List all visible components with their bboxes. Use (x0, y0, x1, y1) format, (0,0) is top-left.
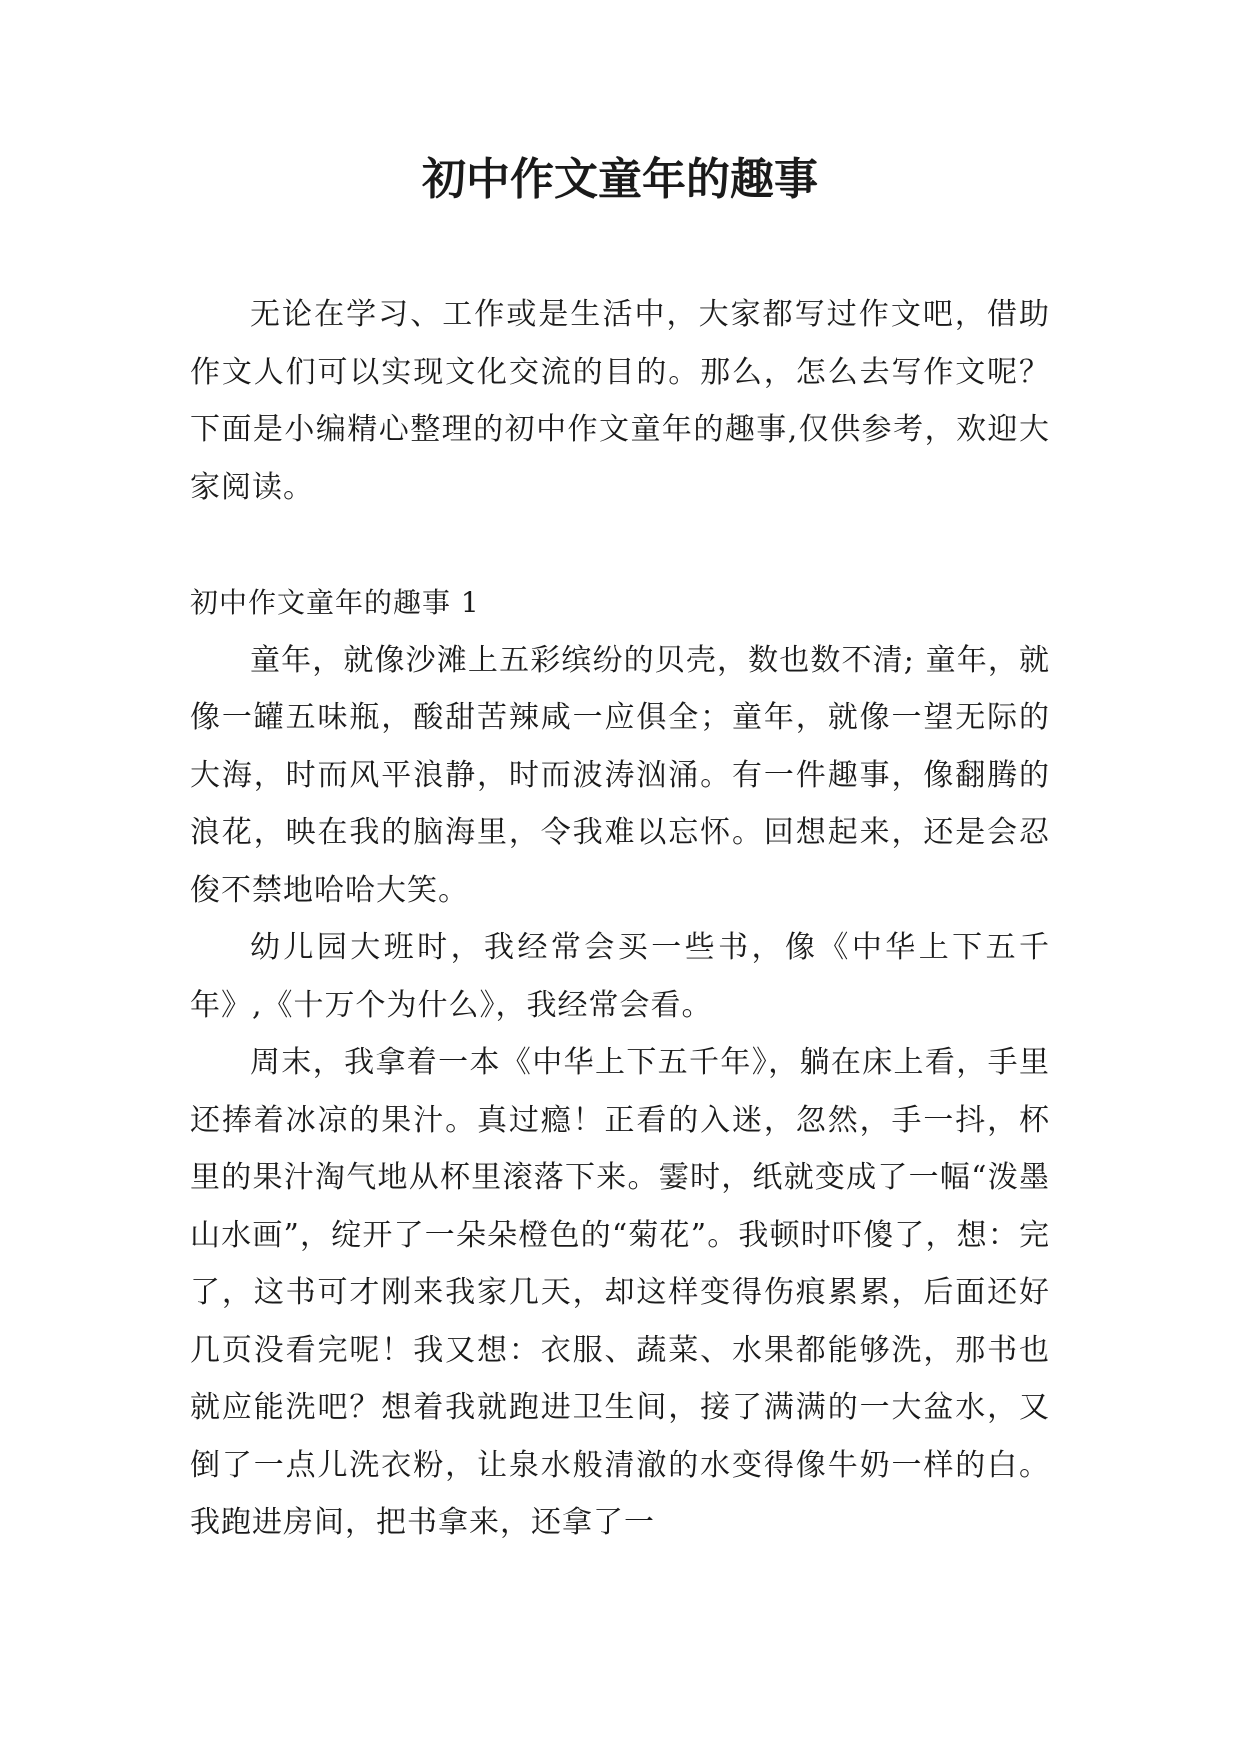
document-title: 初中作文童年的趣事 (422, 154, 818, 205)
body-paragraph-3: 周末，我拿着一本《中华上下五千年》，躺在床上看，手里还捧着冰凉的果汁。真过瘾！正看的入迷，忽然，手一抖，杯里的果汁淘气地从杯里滚落下来。霎时，纸就变成了一幅“泼墨山水画”，绽开了一朵朵橙色的“菊花”。我顿时吓傻了，想：完了，这书可才刚来我家几天，却这样变得伤痕累累，后面还好几页没看完呢！我又想：衣服、蔬菜、水果都能够洗，那书也就应能洗吧？想着我就跑进卫生间，接了满满的一大盆水，又倒了一点儿洗衣粉，让泉水般清澈的水变得像牛奶一样的白。我跑进房间，把书拿来，还拿了一 (190, 1045, 1050, 1540)
document-body (190, 286, 1050, 1552)
body-paragraph-2: 幼儿园大班时，我经常会买一些书，像《中华上下五千年》,《十万个为什么》，我经常会看。 (190, 930, 1050, 1023)
section-heading: 初中作文童年的趣事 1 (190, 586, 480, 619)
intro-paragraph: 无论在学习、工作或是生活中，大家都写过作文吧，借助作文人们可以实现文化交流的目的。那么，怎么去写作文呢？下面是小编精心整理的初中作文童年的趣事,仅供参考，欢迎大家阅读。 (190, 297, 1050, 505)
body-paragraph-1: 童年，就像沙滩上五彩缤纷的贝壳，数也数不清; 童年，就像一罐五味瓶，酸甜苦辣咸一应俱全；童年，就像一望无际的大海，时而风平浪静，时而波涛汹涌。有一件趣事，像翻腾的浪花，映在我的脑海里，令我难以忘怀。回想起来，还是会忍俊不禁地哈哈大笑。 (190, 642, 1050, 908)
section-gap (190, 516, 1050, 574)
